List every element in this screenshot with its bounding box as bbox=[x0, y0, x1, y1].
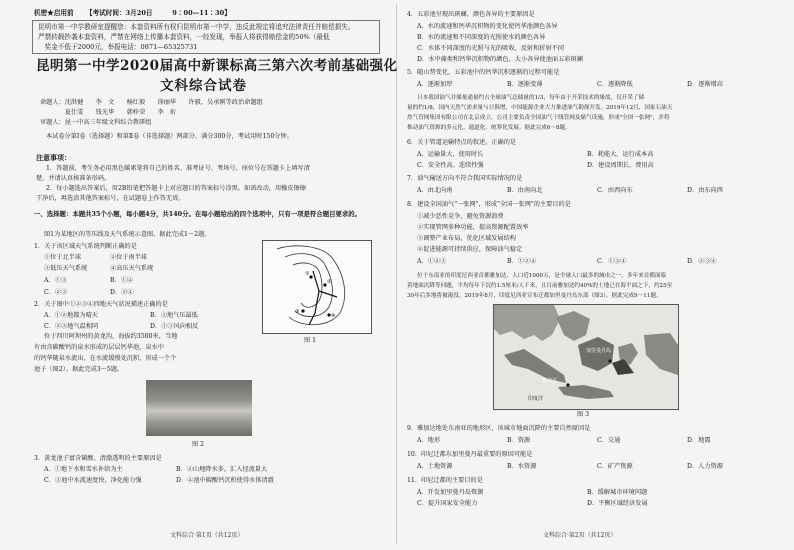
right-page bbox=[397, 0, 794, 550]
passage-9-line-3: 30年后多地将被淹没。2019年8月，印度尼西亚宣布迁都加里曼丹岛东部（图3）。据此完成9～11题。 bbox=[407, 293, 662, 299]
q6-stem: 6．关于管道运输特点的叙述，正确的是 bbox=[407, 139, 517, 146]
svg-text:②: ② bbox=[327, 279, 332, 285]
q5-choice-a: A．逐渐加厚 bbox=[417, 81, 453, 88]
passage-6-line-1: 日本我国油气并储量通量约占全球油气总储量的1/3，每年由于开采技术的缘故，仅开采了储 bbox=[417, 95, 645, 101]
q7-choice-c: C．由西向东 bbox=[597, 187, 633, 194]
q10-stem: 10．印尼迁都东加里曼丹最重要的原因可能是 bbox=[407, 451, 533, 458]
passage-2-line-1: 位于四川阿坝州的黄龙沟，海拔约3500米，当地 bbox=[44, 333, 178, 340]
note-1a: 1．答题前，考生务必用黑色碳素笔将自己的姓名、准考证号、考场号、座位号在答题卡上填写清 bbox=[46, 165, 310, 172]
passage-9-line-2: 着地面沉降等问题，平均每年下沉约1.5厘米/人千米，且目前雅加达约40%的土地已在海平面之下，约25至 bbox=[407, 283, 673, 289]
q8-choice-a: A．①②③ bbox=[417, 258, 447, 265]
q2-opt-c: C．②③地气温相同 bbox=[44, 323, 99, 330]
q8-opt-1: ①减少恶性竞争，避免资源浪费 bbox=[417, 213, 504, 220]
q1-opt-4: ④高压天气系统 bbox=[110, 265, 154, 272]
figure-1-isobar-map bbox=[262, 240, 372, 334]
q1-opt-3: ③低压天气系统 bbox=[44, 265, 88, 272]
map-label-indian-ocean: 印度洋 bbox=[528, 396, 544, 402]
q10-choice-b: B．水资源 bbox=[507, 463, 537, 470]
left-page-footer: 文科综合·第1页（共12页） bbox=[170, 532, 244, 539]
q4-stem: 4．五彩池呈现出斑斓、颜色各异的主要原因是 bbox=[407, 11, 535, 18]
q11-opt-d: D．平衡区域经济发展 bbox=[587, 500, 648, 507]
q9-choice-d: D．地震 bbox=[687, 437, 711, 444]
figure-3-map bbox=[493, 304, 679, 410]
q10-choice-c: C．矿产资源 bbox=[597, 463, 633, 470]
exam-subtitle: 文科综合试卷 bbox=[160, 78, 247, 94]
q6-opt-c: C．安全性高、连续性强 bbox=[417, 162, 484, 169]
passage-2-line-2: 有由含碳酸钙的泉水形成的层层钙华池，泉水中 bbox=[34, 344, 164, 351]
note-1b: 楚，并请认真核准条形码。 bbox=[36, 175, 111, 182]
map-label-jakarta: 雅加达 bbox=[542, 378, 558, 384]
q11-opt-c: C．提升国家安全能力 bbox=[417, 500, 478, 507]
note-2b: 干净后，再选涂其他答案标号，在试题卷上作答无效。 bbox=[36, 195, 185, 202]
q7-choice-a: A．由北向南 bbox=[417, 187, 453, 194]
q10-choice-d: D．人力资源 bbox=[687, 463, 723, 470]
q7-choice-b: B．由南向北 bbox=[507, 187, 543, 194]
q4-opt-d: D．水中藻类和钙华沉积物的颜色、大小各异使池面五彩斑斓 bbox=[417, 56, 583, 63]
svg-text:③: ③ bbox=[295, 309, 300, 315]
southeast-asia-map bbox=[494, 305, 678, 409]
q11-opt-b: B．缓解城市环境问题 bbox=[587, 489, 648, 496]
passage-6-line-4: 推动油气资源的多元化、通道化、统筹化发展。据此完成6～8题。 bbox=[407, 125, 571, 131]
exam-title: 昆明第一中学2020届高中新课标高三第六次考前基础强化 bbox=[36, 58, 398, 74]
q9-choice-a: A．地形 bbox=[417, 437, 441, 444]
q7-stem: 7．油气输送方向不符合我国实际情况的是 bbox=[407, 175, 523, 182]
q2-stem: 2．关于图中①②③④四地天气状况描述正确的是 bbox=[34, 301, 168, 308]
q5-stem: 5．随山势变化，五彩池中的钙华沉积逐渐的过程可能是 bbox=[407, 69, 560, 76]
q3-opt-a: A．①地下水和雪水补给为主 bbox=[44, 466, 123, 473]
figure-1-caption: 图 1 bbox=[304, 337, 317, 344]
map-label-kalimantan: 加里曼丹岛 bbox=[586, 348, 612, 354]
q9-choice-b: B．资源 bbox=[507, 437, 531, 444]
q1-stem: 1．关于该区域天气系统判断正确的是 bbox=[34, 243, 137, 250]
q8-opt-3: ③调整产业布局，优化区域发展结构 bbox=[417, 235, 516, 242]
q5-choice-d: D．逐渐增高 bbox=[687, 81, 723, 88]
exam-intro: 本试卷分第Ⅰ卷（选择题）和第Ⅱ卷（非选择题）两部分，满分300分，考试用时150分钟。 bbox=[46, 133, 293, 140]
q9-stem: 9．雅加达地处东南亚的地形区，该城市地面沉降的主要自然原因是 bbox=[407, 425, 591, 432]
q4-opt-c: C．水体不同深度的光照与光的吸收、反射和折射不同 bbox=[417, 45, 565, 52]
q6-opt-d: D．建设周期长，费用高 bbox=[587, 162, 654, 169]
authors-line-3: 审题人：昆一中高三年级文科综合教研组 bbox=[40, 119, 152, 126]
secret-label: 机密★启用前 bbox=[34, 9, 74, 17]
q11-opt-a: A．开发加里曼丹岛资源 bbox=[417, 489, 484, 496]
q8-stem: 8．建设全国油气"一张网"，形成"全国一张网"的主要目的是 bbox=[407, 201, 571, 208]
q2-opt-d: D．①③风向相反 bbox=[150, 323, 199, 330]
notice-line-3: 奖金不低于2000元，举报电话：0871—65325731 bbox=[38, 43, 198, 51]
figure-2-photo bbox=[146, 380, 252, 436]
q1-choice-a: A．①③ bbox=[44, 277, 68, 284]
authors-line-1: 命题人：沈洪健 李 文 杨红毅 徐丽华 许毅、吴承刚等政治命题组 bbox=[40, 99, 263, 106]
q8-opt-4: ④促进能源可持续供应，保障油气稳定 bbox=[417, 246, 523, 253]
section-title: 一、选择题：本题共35个小题，每小题4分，共140分。在每小题给出的四个选项中，只有一项是符合题目要求的。 bbox=[34, 210, 362, 218]
q3-stem: 3．黄龙池子富含碳酸、清澈透明的主要原因是 bbox=[34, 455, 162, 462]
q1-opt-2: ②位于南半球 bbox=[110, 254, 148, 261]
authors-line-2: 夏仕雯 钱光华 韩梓荣 李 珩 bbox=[40, 109, 177, 116]
q3-opt-c: C．③池中水流速度快，净化能力强 bbox=[44, 477, 142, 484]
q8-choice-b: B．①②④ bbox=[507, 258, 537, 265]
note-2a: 2．每小题选出答案后，用2B铅笔把答题卡上对应题目的答案标号涂黑。如需改动，用橡皮擦擦 bbox=[46, 185, 306, 192]
q4-opt-b: B．水的流速和不同深度的光照使水的颜色各异 bbox=[417, 34, 546, 41]
q3-opt-d: D．④池中碳酸钙沉积使得水体清澈 bbox=[176, 477, 274, 484]
right-page-footer: 文科综合·第2页（共12页） bbox=[543, 532, 617, 539]
q1-choice-b: B．①④ bbox=[110, 277, 134, 284]
q8-choice-c: C．①③④ bbox=[597, 258, 627, 265]
notice-line-2: 严禁转载抄袭本套资料，严禁在网络上传播本套资料，一经发现，举报人将获得赔偿金的50%（最低 bbox=[38, 33, 330, 41]
q10-choice-a: A．土地资源 bbox=[417, 463, 453, 470]
figure-3-caption: 图 3 bbox=[577, 411, 590, 418]
exam-time: 【考试时间：3月20日 9∶00—11∶30】 bbox=[86, 9, 231, 17]
notes-title: 注意事项： bbox=[36, 153, 71, 162]
q9-choice-c: C．交通 bbox=[597, 437, 621, 444]
q6-opt-b: B．耗能大、运行成本高 bbox=[587, 151, 654, 158]
isobar-diagram bbox=[263, 241, 371, 333]
svg-text:④: ④ bbox=[331, 313, 336, 319]
passage-2-line-3: 的钙华随泉水流出，在水流缓慢处沉积，形成一个个 bbox=[34, 355, 177, 362]
q11-stem: 11．印尼迁都的主要目的是 bbox=[407, 477, 483, 484]
q2-opt-a: A．①②地都为晴天 bbox=[44, 312, 98, 319]
q5-choice-c: C．逐渐降低 bbox=[597, 81, 633, 88]
q-intro-1: 图1为某地区的等压线及天气系统示意图。据此完成1～2题。 bbox=[44, 231, 211, 238]
q6-opt-a: A．运输量大、使用时长 bbox=[417, 151, 484, 158]
q1-opt-1: ①位于北半球 bbox=[44, 254, 82, 261]
q1-choice-c: C．②③ bbox=[44, 289, 68, 296]
svg-text:①: ① bbox=[305, 271, 310, 277]
passage-9-line-1: 位于东南亚的印度尼西亚首都雅加达，人口近1000万，是全球人口最多的城市之一，多年来首都面临 bbox=[417, 273, 667, 279]
q7-choice-d: D．由东向西 bbox=[687, 187, 723, 194]
q3-opt-b: B．②山地降水多，汇入径流量大 bbox=[176, 466, 268, 473]
q4-opt-a: A．水的流速和钙华沉积物的变化使钙华池颜色各异 bbox=[417, 23, 558, 30]
q5-choice-b: B．逐渐变薄 bbox=[507, 81, 543, 88]
passage-2-line-4: 池子（图2）。据此完成3～5题。 bbox=[34, 366, 124, 373]
notice-line-1: 昆明市第一中学教研室提醒您：本套资料所有权归昆明市第一中学，违反此规定将追究法律责任并赔偿损失。 bbox=[38, 23, 355, 31]
q1-choice-d: D．②④ bbox=[110, 289, 134, 296]
passage-6-line-3: 然气管网集团有限公司在北京成立，公司主要负责全国油气干线管网及储气设施，形成"全国一张网"，并将 bbox=[407, 115, 670, 121]
q8-opt-2: ②实现管网多种功能，提高资源配置效率 bbox=[417, 224, 529, 231]
q8-choice-d: D．②③④ bbox=[687, 258, 717, 265]
figure-2-caption: 图 2 bbox=[192, 441, 205, 448]
q2-opt-b: B．③地气压最低 bbox=[150, 312, 198, 319]
passage-6-line-2: 量的约1/8，国内天然气需求量与日俱增，中国能源企业大力推进油气勘探开发。2019年12月，国家石油天 bbox=[407, 105, 673, 111]
